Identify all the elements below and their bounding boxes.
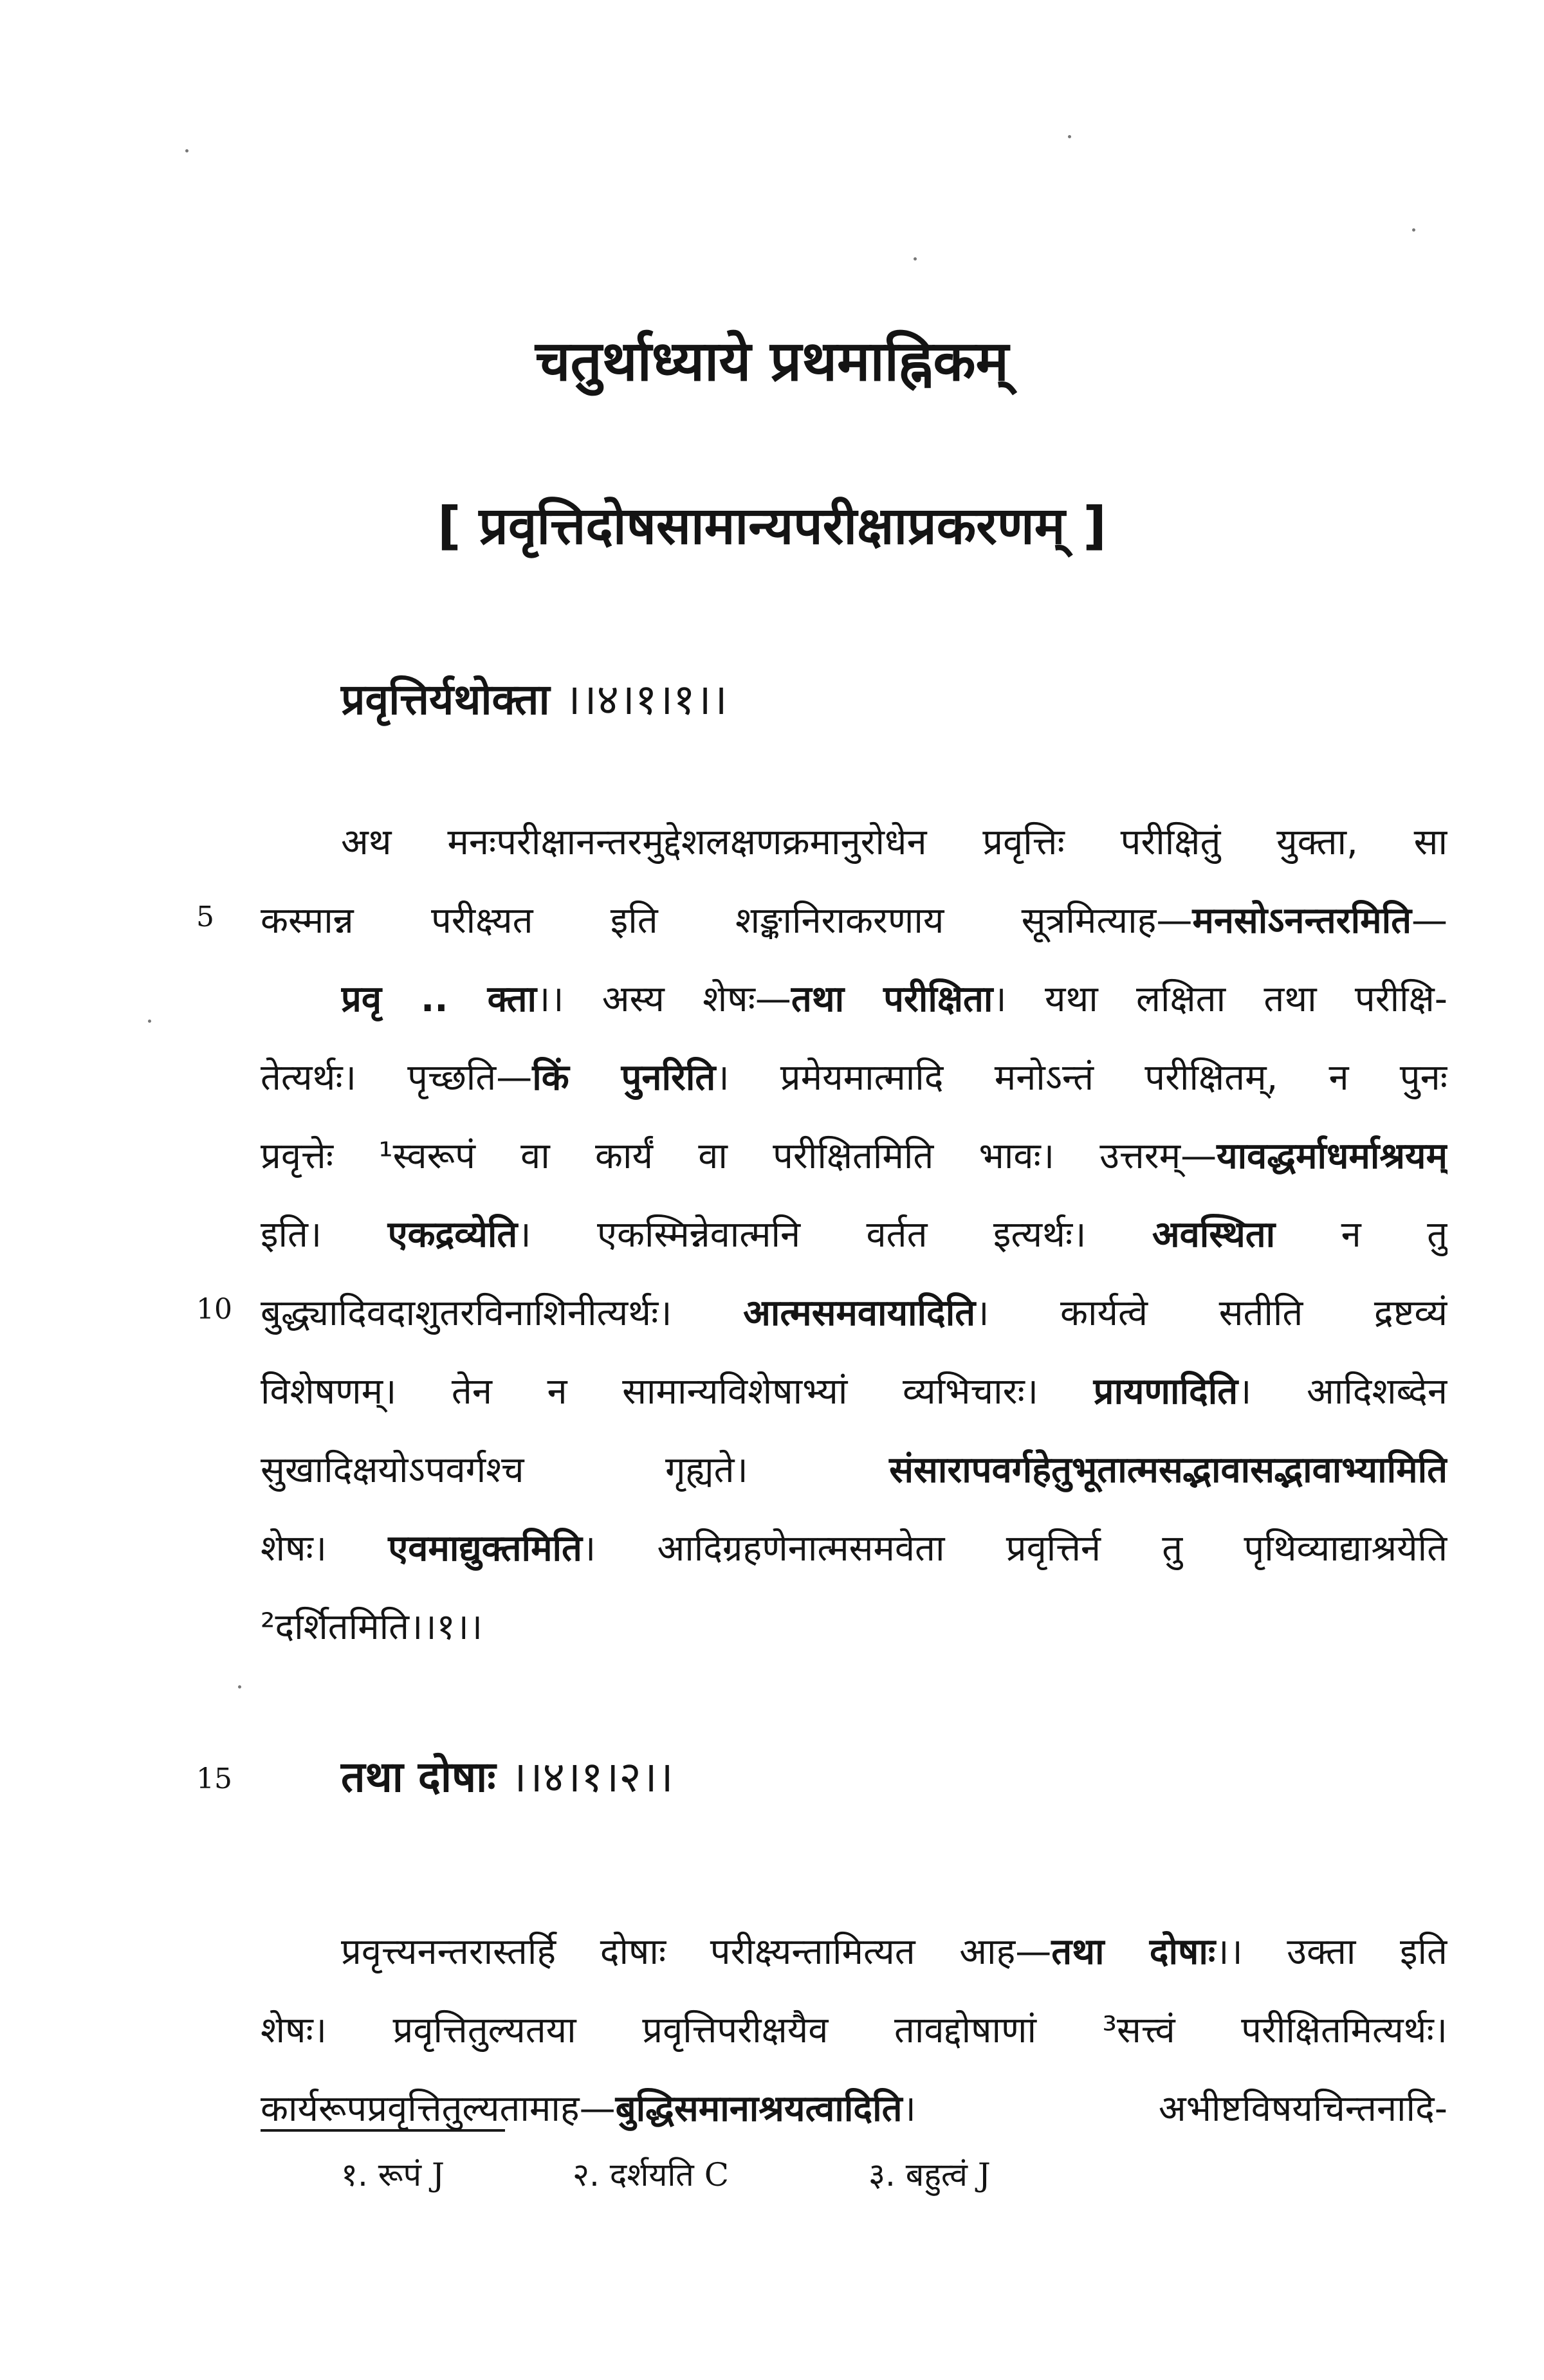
lemma: किं पुनरिति [532, 1057, 716, 1099]
commentary-text: बुद्ध्यादिवदाशुतरविनाशिनीत्यर्थः। [261, 1292, 744, 1334]
commentary-text: । यथा लक्षिता तथा परीक्षि- [993, 978, 1448, 1020]
commentary-text: सुखादिक्षयोऽपवर्गश्च गृह्यते। [261, 1449, 890, 1491]
commentary-line [341, 804, 1448, 881]
commentary-line [341, 961, 1448, 1038]
commentary-line [261, 2071, 1448, 2148]
sutra-1-text: प्रवृत्तिर्यथोक्ता [341, 675, 550, 724]
commentary-text: ।। अस्य शेषः— [537, 978, 791, 1020]
footnote-3 [868, 2152, 991, 2195]
lemma: एवमाद्युक्तमिति [388, 1528, 582, 1570]
commentary-line [261, 1432, 1448, 1509]
lemma: तथा दोषाः [1051, 1931, 1216, 1973]
lemma: प्रवृ .. क्ता [341, 978, 537, 1020]
commentary-text: कार्यरूपप्रवृत्तितुल्यतामाह— [261, 2088, 616, 2130]
commentary-text: । एकस्मिन्नेवात्मनि वर्तत इत्यर्थः। [517, 1214, 1152, 1256]
footnote-1 [341, 2152, 445, 2195]
commentary-text: प्रवृत्तेः ¹स्वरूपं वा कार्यं वा परीक्षितमिति भावः। उत्तरम्— [261, 1135, 1217, 1177]
footnote-2-label: २. दर्शयति [573, 2156, 694, 2193]
commentary-text: इति। [261, 1214, 388, 1256]
lemma: मनसोऽनन्तरमिति [1192, 900, 1411, 942]
commentary-text: कस्मान्न परीक्ष्यत इति शङ्कानिराकरणाय सूत्रमित्याह— [261, 900, 1193, 942]
commentary-text: । अभीष्टविषयचिन्तनादि- [902, 2088, 1448, 2130]
commentary-text: । कार्यत्वे सतीति द्रष्टव्यं [975, 1292, 1448, 1334]
scan-speck [238, 1685, 241, 1689]
chapter-title: चतुर्थाध्याये प्रथमाह्निकम् [535, 329, 1009, 394]
scan-speck [1068, 135, 1071, 138]
footnote-1-source: J [431, 2156, 445, 2193]
scan-speck [185, 149, 188, 152]
lemma: आत्मसमवायादिति [743, 1292, 976, 1334]
line-number-10: 10 [196, 1293, 232, 1326]
commentary-text: — [1411, 900, 1448, 942]
scan-speck [148, 1020, 151, 1023]
commentary-text: । प्रमेयमात्मादि मनोऽन्तं परीक्षितम्, न पुनः [715, 1057, 1448, 1099]
lemma: अवस्थिता [1152, 1214, 1276, 1256]
commentary-line [261, 1353, 1448, 1431]
commentary-line [261, 1196, 1448, 1274]
lemma: संसारापवर्गहेतुभूतात्मसद्भावासद्भावाभ्यामिति [889, 1449, 1448, 1491]
footnote-rule [261, 2129, 505, 2132]
lemma: बुद्धिसमानाश्रयत्वादिति [615, 2088, 903, 2130]
commentary-text: ।। उक्ता इति [1215, 1931, 1448, 1973]
commentary-text: प्रवृत्त्यनन्तरास्तर्हि दोषाः परीक्ष्यन्तामित्यत आह— [341, 1931, 1052, 1973]
line-number-15: 15 [196, 1762, 232, 1795]
lemma: एकद्रव्येति [387, 1214, 518, 1256]
scan-speck [914, 257, 917, 261]
commentary-line [261, 1275, 1448, 1352]
commentary-line [261, 1589, 1448, 1666]
commentary-line [341, 1914, 1448, 1991]
footnote-1-label: १. रूपं [341, 2156, 422, 2193]
footnote-3-source: J [977, 2156, 991, 2193]
footnote-2 [573, 2152, 729, 2195]
commentary-text: । आदिग्रहणेनात्मसमवेता प्रवृत्तिर्न तु पृथिव्याद्याश्रयेति [582, 1528, 1448, 1570]
commentary-text: विशेषणम्। तेन न सामान्यविशेषाभ्यां व्यभिचारः। [261, 1371, 1094, 1413]
lemma: तथा परीक्षिता [791, 978, 993, 1020]
commentary-text: । आदिशब्देन [1238, 1371, 1448, 1413]
sutra-1 [341, 669, 728, 727]
commentary-line [261, 1510, 1448, 1588]
commentary-line [261, 1039, 1448, 1117]
commentary-line [261, 1992, 1448, 2069]
commentary-text: न तु [1275, 1214, 1448, 1256]
commentary-text: ²दर्शितमिति।।१।। [261, 1606, 483, 1648]
commentary-text: तेत्यर्थः। पृच्छति— [261, 1057, 533, 1099]
commentary-line [261, 1118, 1448, 1195]
commentary-text: अथ मनःपरीक्षानन्तरमुद्देशलक्षणक्रमानुरोधेन प्रवृत्तिः परीक्षितुं युक्ता, सा [341, 821, 1448, 863]
commentary-line [261, 883, 1448, 960]
sutra-2 [341, 1746, 674, 1804]
lemma: यावद्धर्माधर्माश्रयम् [1217, 1135, 1448, 1177]
scan-speck [1412, 228, 1415, 232]
sutra-1-number: ।।४।१।१।। [564, 675, 728, 724]
section-title: [ प्रवृत्तिदोषसामान्यपरीक्षाप्रकरणम् ] [437, 496, 1107, 556]
lemma: प्रायणादिति [1093, 1371, 1238, 1413]
sutra-2-text: तथा दोषाः [341, 1752, 496, 1802]
commentary-text: शेषः। [261, 1528, 389, 1570]
commentary-text: शेषः। प्रवृत्तितुल्यतया प्रवृत्तिपरीक्षयैव तावद्दोषाणां ³सत्त्वं परीक्षितमित्यर्थः। [261, 2009, 1448, 2051]
footnote-3-label: ३. बहुत्वं [868, 2156, 968, 2193]
footnote-2-source: C [704, 2156, 729, 2193]
sutra-2-number: ।।४।१।२।। [510, 1752, 674, 1802]
line-number-5: 5 [196, 901, 214, 933]
